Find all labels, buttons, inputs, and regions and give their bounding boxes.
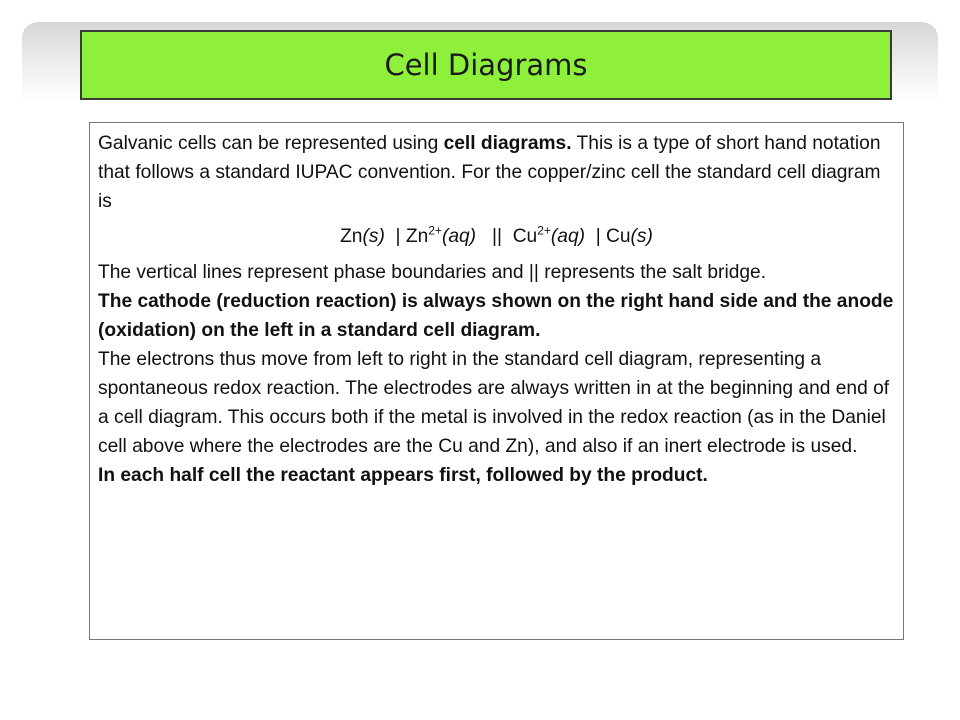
eq-cu: Cu — [606, 226, 631, 247]
cathode-anode-paragraph — [98, 287, 895, 345]
eq-zn: Zn — [340, 226, 363, 247]
phase-boundary-paragraph: The vertical lines represent phase boundaries and || represents the salt bridge. — [98, 262, 767, 283]
eq-cu-charge: 2+ — [537, 223, 551, 238]
half-cell-text: In each half cell the reactant appears first, followed by the product. — [98, 465, 708, 486]
intro-paragraph — [98, 129, 895, 216]
half-cell-paragraph — [98, 461, 895, 490]
eq-zn-ion: Zn — [405, 226, 429, 247]
cell-diagram-equation — [98, 222, 895, 252]
intro-text-1: Galvanic cells can be represented using — [98, 133, 444, 154]
intro-text-2: This is a type of short hand notation that follows a standard IUPAC convention. For the copper/zinc cell the standard cell diagram is — [98, 133, 881, 212]
cathode-anode-text: The cathode (reduction reaction) is always shown on the right hand side and the anode (oxidation) on the left in a standard cell diagram. — [98, 291, 894, 341]
eq-zn-charge: 2+ — [428, 223, 442, 238]
eq-sep-2: | — [585, 226, 607, 247]
eq-cu-ion: Cu — [512, 226, 538, 247]
content-box — [89, 122, 904, 640]
eq-cu-ion-state: (aq) — [550, 226, 586, 247]
page-title: Cell Diagrams — [384, 48, 588, 82]
intro-bold-term: cell diagrams. — [443, 133, 572, 154]
eq-zn-ion-state: (aq) — [441, 226, 477, 247]
electrons-paragraph: The electrons thus move from left to right in the standard cell diagram, representing a spontaneous redox reaction. The electrodes are always written in at the beginning and end of a cell diagram. This occurs both if the metal is involved in the redox reaction (as in the Daniel cell above where the electrodes are the Cu and Zn), and also if an inert electrode is used. — [98, 349, 890, 457]
eq-sep-1: | — [384, 226, 406, 247]
eq-cu-state: (s) — [630, 226, 653, 247]
eq-zn-state: (s) — [362, 226, 385, 247]
title-box — [80, 30, 892, 100]
eq-salt-bridge: || — [476, 226, 513, 247]
